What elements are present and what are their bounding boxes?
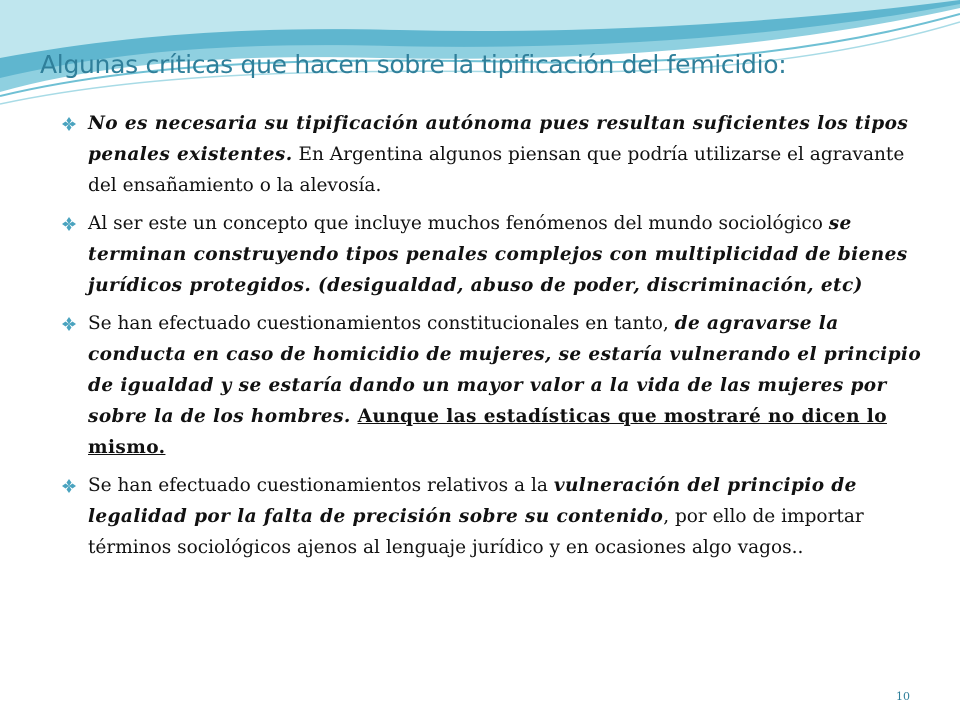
bullet-2-text: Al ser este un concepto que incluye muchos fenómenos del mundo sociológico xyxy=(88,213,829,234)
bullet-1-text: En Argentina algunos piensan que podría utilizarse el agravante del ensañamiento o la alevosía. xyxy=(88,144,905,196)
bullet-list xyxy=(62,108,922,570)
bullet-item-1 xyxy=(62,108,922,201)
bullet-3-text: Se han efectuado cuestionamientos constitucionales en tanto, xyxy=(88,313,675,334)
four-diamond-icon xyxy=(62,317,76,331)
four-diamond-icon xyxy=(62,117,76,131)
bullet-item-4 xyxy=(62,470,922,563)
four-diamond-icon xyxy=(62,217,76,231)
bullet-4-text: Se han efectuado cuestionamientos relativos a la xyxy=(88,475,554,496)
bullet-item-3 xyxy=(62,308,922,463)
bullet-4-emphasis: vulneración del principio de legalidad por la falta de precisión sobre su contenido xyxy=(88,475,857,527)
bullet-item-2 xyxy=(62,208,922,301)
bullet-3-underlined: Aunque las estadísticas que mostraré no dicen lo mismo. xyxy=(88,406,887,458)
bullet-4-text-end: , por ello de importar términos sociológicos ajenos al lenguaje jurídico y en ocasiones algo vagos.. xyxy=(88,506,864,558)
bullet-2-emphasis: se terminan construyendo tipos penales complejos con multiplicidad de bienes jurídicos protegidos. (desigualdad, abuso de poder, discriminación, etc) xyxy=(88,213,908,296)
bullet-1-emphasis: No es necesaria su tipificación autónoma pues resultan suficientes los tipos penales existentes. xyxy=(88,113,909,165)
slide-title: Algunas críticas que hacen sobre la tipificación del femicidio: xyxy=(40,50,787,79)
page-number: 10 xyxy=(896,690,910,703)
four-diamond-icon xyxy=(62,479,76,493)
bullet-3-emphasis: de agravarse la conducta en caso de homicidio de mujeres, se estaría vulnerando el principio de igualdad y se estaría dando un mayor valor a la vida de las mujeres por sobre la de los hombres. xyxy=(88,313,922,427)
